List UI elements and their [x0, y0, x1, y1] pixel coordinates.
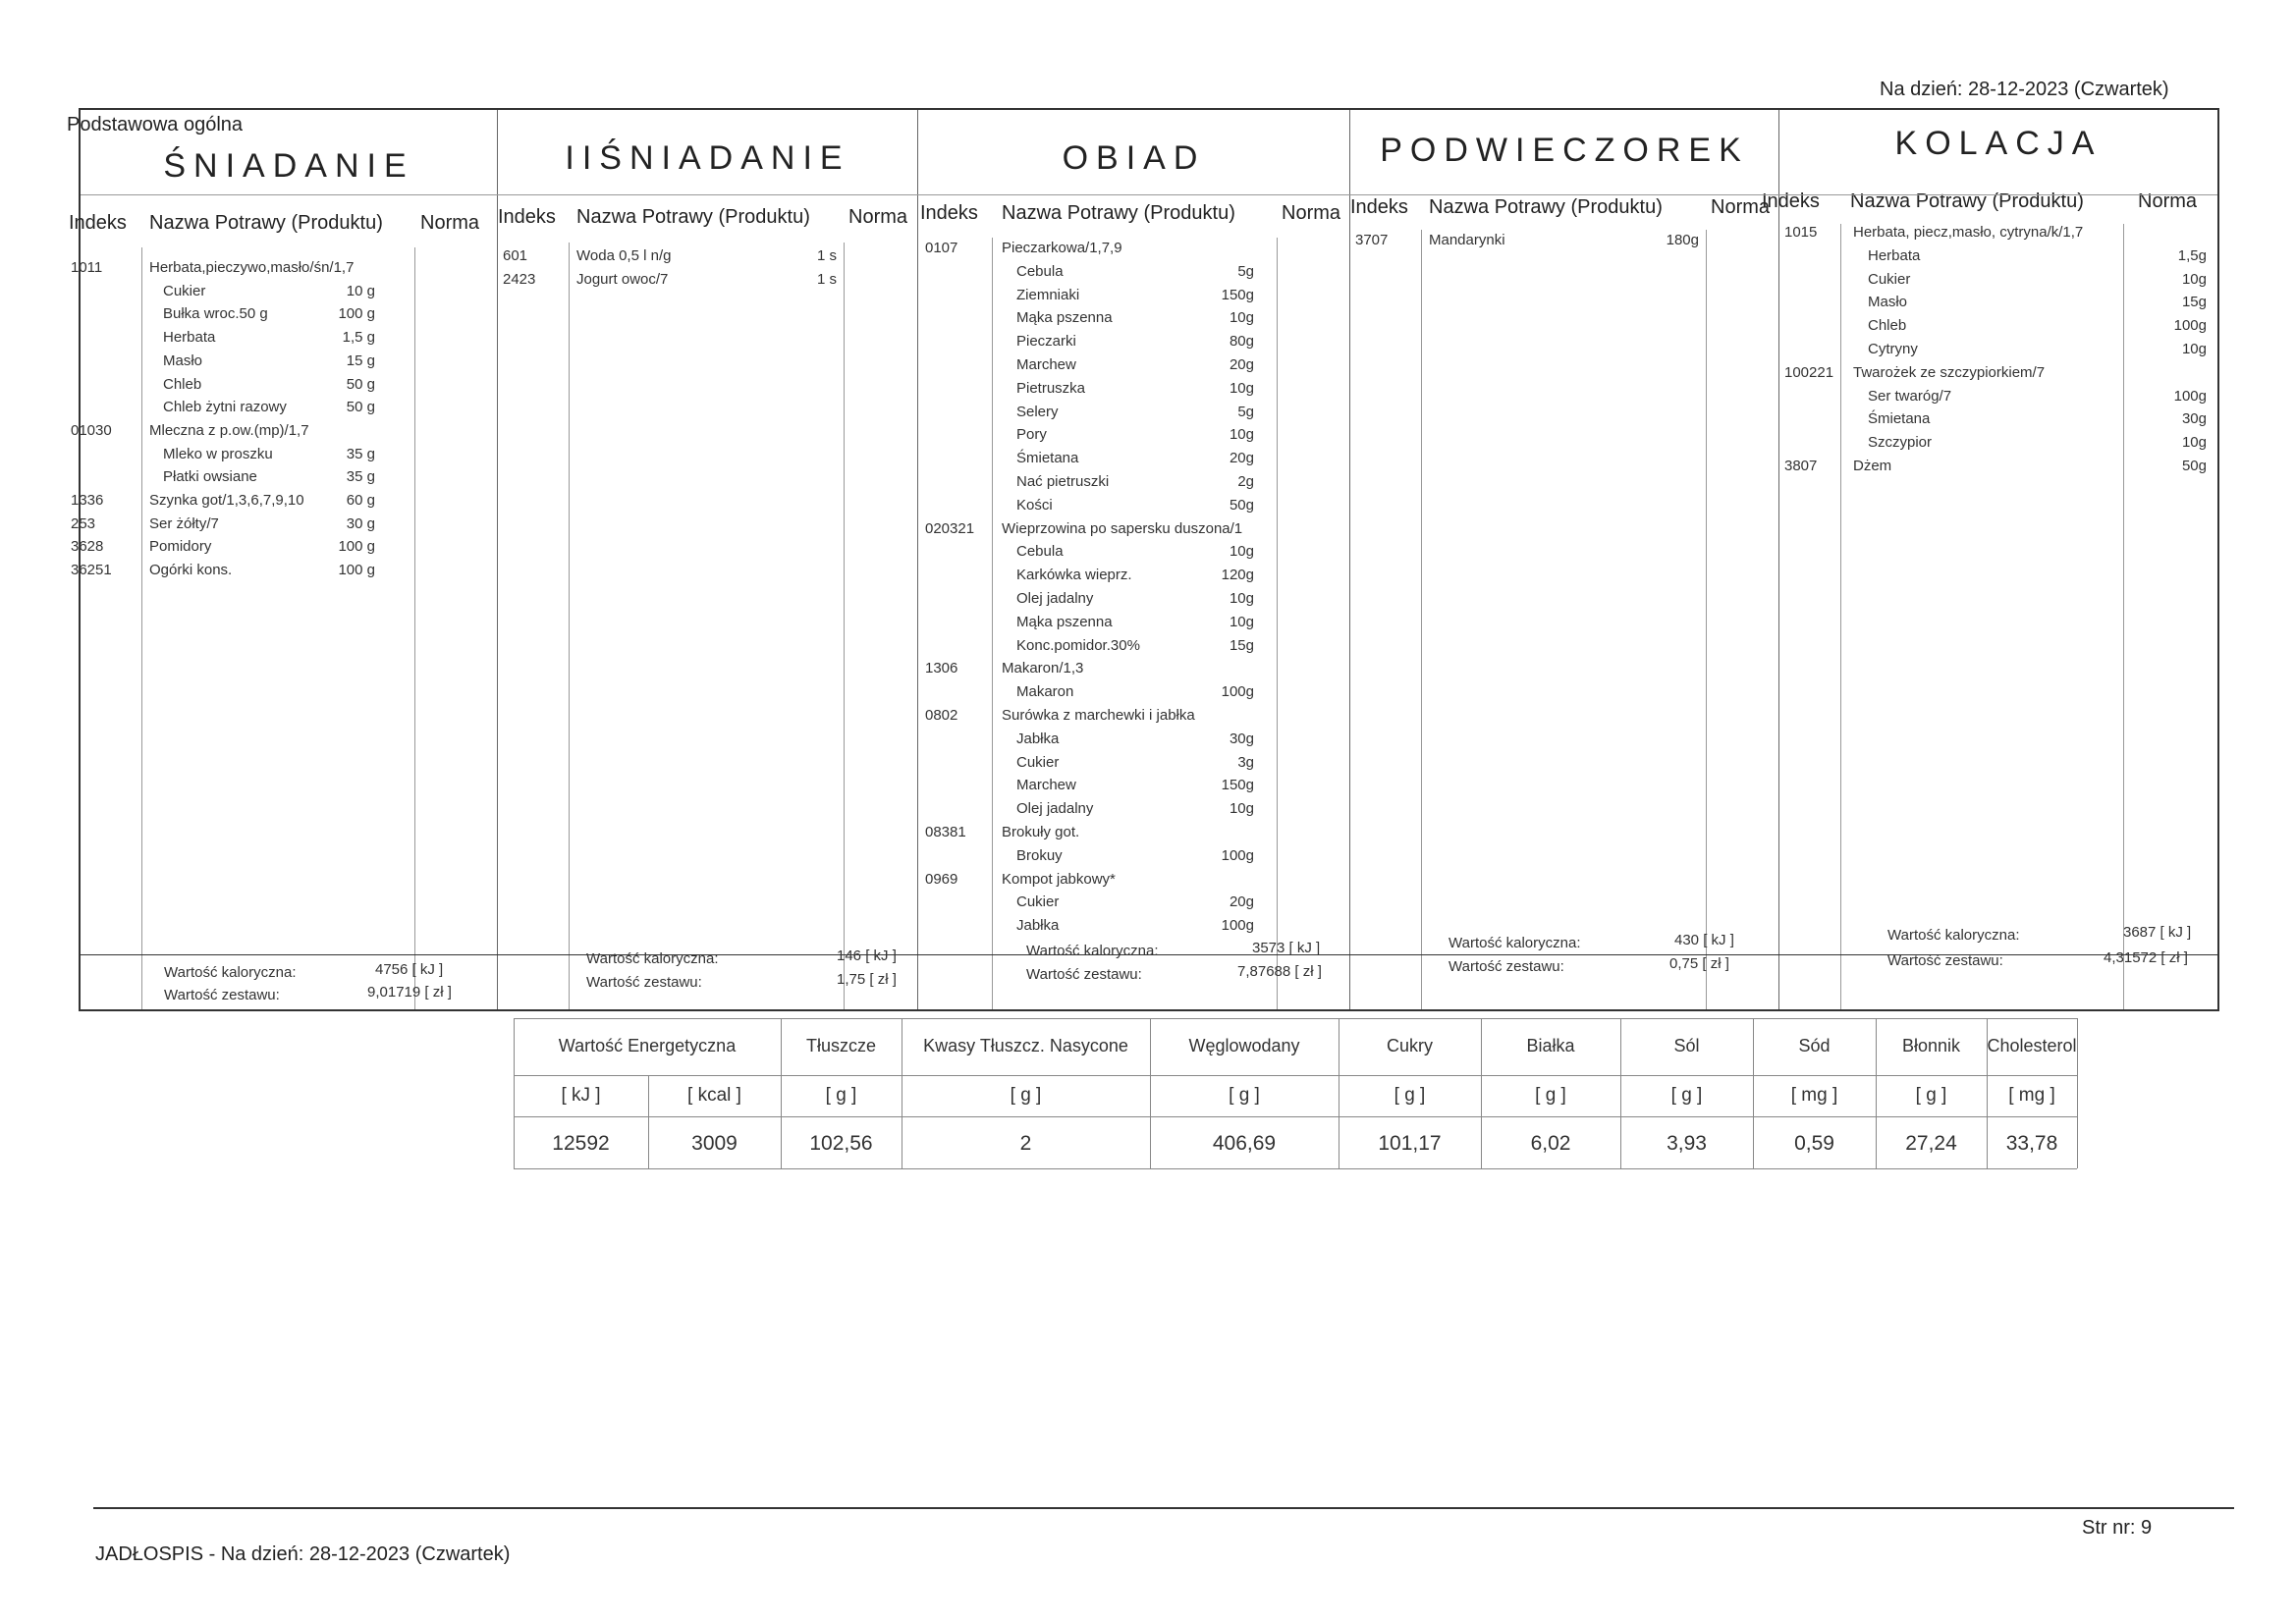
row-norma: 10g [1229, 590, 1254, 607]
row-product: Herbata [163, 329, 216, 347]
header-indeks: Indeks [498, 206, 556, 228]
row-norma: 30 g [346, 514, 375, 532]
header-norma: Norma [420, 212, 480, 234]
zestaw-value: 7,87688 [ zł ] [1237, 963, 1322, 980]
row-product: Masło [163, 352, 203, 369]
nutrition-unit: [ mg ] [1790, 1085, 1838, 1106]
header-nazwa: Nazwa Potrawy (Produktu) [576, 206, 810, 228]
row-index: 08381 [925, 824, 966, 840]
row-index: 3707 [1355, 232, 1389, 248]
row-norma: 15 g [346, 352, 375, 369]
row-product: Olej jadalny [1016, 590, 1094, 607]
nutrition-unit: [ kJ ] [561, 1085, 601, 1106]
row-norma: 100g [2173, 317, 2207, 335]
nutrition-unit: [ kcal ] [687, 1085, 741, 1106]
nutrition-value: 101,17 [1378, 1132, 1442, 1155]
zestaw-label: Wartość zestawu: [1026, 966, 1142, 983]
nutrition-value: 3,93 [1667, 1132, 1707, 1155]
nutrition-unit: [ g ] [1394, 1085, 1426, 1106]
row-product: Ser twaróg/7 [1868, 387, 1952, 405]
row-product: Kości [1016, 496, 1053, 514]
row-norma: 20g [1229, 893, 1254, 911]
meal-title: IIŚNIADANIE [565, 139, 850, 177]
row-product: Szczypior [1868, 434, 1933, 452]
header-nazwa: Nazwa Potrawy (Produktu) [1429, 196, 1663, 218]
row-norma: 100g [2173, 387, 2207, 405]
row-product: Herbata, piecz,masło, cytryna/k/1,7 [1853, 224, 2084, 241]
row-product: Ziemniaki [1016, 286, 1080, 303]
kcal-value: 4756 [ kJ ] [375, 961, 444, 978]
row-norma: 1 s [816, 247, 837, 264]
row-product: Brokuy [1016, 846, 1063, 864]
row-index: 100221 [1784, 363, 1834, 381]
row-norma: 5g [1237, 262, 1254, 280]
row-product: Chleb żytni razowy [163, 399, 287, 416]
row-norma: 100 g [338, 538, 375, 556]
row-norma: 80g [1229, 333, 1254, 351]
nutrition-unit: [ g ] [825, 1085, 857, 1106]
zestaw-value: 9,01719 [ zł ] [367, 984, 452, 1001]
nutrition-value: 3009 [691, 1132, 738, 1155]
row-product: Dżem [1853, 458, 1892, 474]
row-product: Mąka pszenna [1016, 309, 1113, 327]
header-nazwa: Nazwa Potrawy (Produktu) [149, 212, 383, 234]
row-product: Pieczarki [1016, 333, 1076, 351]
row-norma: 15g [2181, 294, 2207, 311]
row-product: Cebula [1016, 262, 1064, 280]
row-norma: 20g [1229, 356, 1254, 373]
row-product: Ser żółty/7 [149, 514, 219, 532]
row-index: 253 [71, 514, 96, 532]
meal-kolacja [1762, 110, 2217, 1009]
row-norma: 120g [1221, 567, 1254, 584]
row-product: Brokuły got. [1002, 824, 1080, 840]
row-norma: 150g [1221, 286, 1254, 303]
row-product: Ogórki kons. [149, 562, 233, 579]
row-norma: 50 g [346, 375, 375, 393]
row-product: Masło [1868, 294, 1908, 311]
row-norma: 10g [1229, 426, 1254, 444]
nutrition-unit: [ g ] [1670, 1085, 1703, 1106]
row-product: Chleb [1868, 317, 1907, 335]
row-norma: 35 g [346, 468, 375, 486]
row-index: 020321 [925, 519, 975, 537]
row-product: Śmietana [1016, 450, 1079, 467]
nutrition-header: Cukry [1386, 1036, 1433, 1055]
meal-iisniadanie [498, 110, 918, 1009]
meal-title: ŚNIADANIE [163, 147, 414, 185]
nutrition-value: 102,56 [809, 1132, 873, 1155]
row-product: Makaron/1,3 [1002, 660, 1084, 677]
row-norma: 150g [1221, 777, 1254, 794]
row-product: Pietruszka [1016, 379, 1086, 397]
nutrition-value: 2 [1019, 1132, 1032, 1155]
row-norma: 3g [1237, 753, 1254, 771]
row-product: Płatki owsiane [163, 468, 257, 486]
kcal-label: Wartość kaloryczna: [1887, 927, 2020, 944]
header-indeks: Indeks [69, 212, 127, 234]
meal-sniadanie [69, 110, 498, 1009]
row-product: Nać pietruszki [1016, 473, 1110, 490]
row-norma: 15g [1229, 636, 1254, 654]
nutrition-value: 0,59 [1794, 1132, 1834, 1155]
header-indeks: Indeks [1762, 190, 1820, 212]
row-norma: 10g [1229, 800, 1254, 818]
nutrition-header: Białka [1526, 1036, 1575, 1055]
row-norma: 30g [1229, 730, 1254, 747]
row-norma: 10 g [346, 282, 375, 299]
row-product: Makaron [1016, 683, 1074, 701]
row-norma: 1,5 g [342, 329, 375, 347]
row-norma: 10g [1229, 543, 1254, 561]
row-product: Jogurt owoc/7 [576, 270, 669, 288]
zestaw-value: 4,31572 [ zł ] [2104, 949, 2188, 966]
row-product: Pory [1016, 426, 1047, 444]
row-norma: 50g [1229, 496, 1254, 514]
zestaw-label: Wartość zestawu: [1449, 958, 1564, 975]
row-norma: 10g [2181, 341, 2207, 357]
row-index: 01030 [71, 421, 112, 439]
nutrition-value: 33,78 [2005, 1132, 2058, 1155]
kcal-value: 146 [ kJ ] [837, 947, 897, 964]
row-product: Cukier [1016, 893, 1060, 911]
row-product: Cukier [1016, 753, 1060, 771]
kcal-label: Wartość kaloryczna: [1449, 935, 1581, 951]
row-norma: 20g [1229, 450, 1254, 467]
zestaw-value: 1,75 [ zł ] [837, 971, 897, 988]
header-norma: Norma [1711, 196, 1771, 218]
row-norma: 100 g [338, 562, 375, 579]
row-index: 36251 [71, 562, 112, 579]
row-product: Karkówka wieprz. [1016, 567, 1132, 584]
row-norma: 60 g [346, 492, 375, 509]
nutrition-header: Sól [1673, 1036, 1700, 1055]
row-norma: 1 s [816, 270, 837, 288]
row-product: Surówka z marchewki i jabłka [1002, 707, 1195, 724]
row-product: Jabłka [1016, 730, 1060, 747]
meal-title: KOLACJA [1894, 125, 2103, 162]
page-number: Str nr: 9 [2082, 1517, 2153, 1539]
header-indeks: Indeks [1350, 196, 1408, 218]
row-product: Konc.pomidor.30% [1016, 636, 1140, 654]
row-index: 0107 [925, 240, 958, 256]
row-norma: 50 g [346, 399, 375, 416]
nutrition-unit: [ mg ] [2008, 1085, 2055, 1106]
row-product: Selery [1016, 403, 1059, 420]
nutrition-value: 6,02 [1530, 1132, 1571, 1155]
row-product: Mandarynki [1429, 232, 1505, 248]
row-product: Pieczarkowa/1,7,9 [1002, 240, 1122, 256]
meal-obiad [918, 110, 1350, 1009]
nutrition-header: Cholesterol [1987, 1036, 2077, 1055]
zestaw-value: 0,75 [ zł ] [1669, 955, 1729, 972]
row-product: Cukier [163, 282, 206, 299]
row-norma: 5g [1237, 403, 1254, 420]
nutrition-header: Błonnik [1901, 1036, 1961, 1055]
row-product: Chleb [163, 375, 202, 393]
row-product: Mąka pszenna [1016, 613, 1113, 630]
row-product: Kompot jabkowy* [1002, 870, 1116, 888]
header-norma: Norma [2138, 190, 2198, 212]
row-product: Bułka wroc.50 g [163, 305, 268, 323]
nutrition-value: 12592 [552, 1132, 610, 1155]
row-norma: 1,5g [2177, 246, 2207, 264]
report-date: Na dzień: 28-12-2023 (Czwartek) [1880, 79, 2169, 100]
kcal-value: 3573 [ kJ ] [1252, 940, 1321, 956]
row-index: 1336 [71, 492, 104, 509]
row-product: Wieprzowina po sapersku duszona/1 [1002, 519, 1243, 537]
row-index: 0969 [925, 870, 958, 888]
row-norma: 100g [1221, 683, 1254, 701]
row-norma: 10g [1229, 613, 1254, 630]
row-index: 2423 [503, 270, 536, 288]
zestaw-label: Wartość zestawu: [586, 974, 702, 991]
row-norma: 100g [1221, 846, 1254, 864]
nutrition-unit: [ g ] [1229, 1085, 1260, 1106]
nutrition-header: Wartość Energetyczna [558, 1036, 737, 1055]
row-norma: 100 g [338, 305, 375, 323]
menu-table [69, 108, 2219, 1011]
row-norma: 35 g [346, 445, 375, 462]
row-product: Woda 0,5 l n/g [576, 247, 672, 264]
row-product: Cebula [1016, 543, 1064, 561]
row-product: Herbata [1868, 246, 1921, 264]
row-norma: 10g [2181, 434, 2207, 452]
row-norma: 180g [1666, 232, 1699, 248]
meal-title: PODWIECZOREK [1380, 132, 1749, 169]
nutrition-unit: [ g ] [1915, 1085, 1947, 1106]
row-product: Twarożek ze szczypiorkiem/7 [1853, 363, 2046, 381]
kcal-label: Wartość kaloryczna: [1026, 943, 1159, 959]
row-norma: 10g [1229, 309, 1254, 327]
row-product: Mleczna z p.ow.(mp)/1,7 [149, 421, 309, 439]
header-norma: Norma [1282, 202, 1341, 224]
row-product: Szynka got/1,3,6,7,9,10 [149, 492, 304, 509]
row-product: Cytryny [1868, 341, 1918, 357]
kcal-value: 430 [ kJ ] [1674, 932, 1734, 948]
row-norma: 2g [1237, 473, 1254, 490]
kcal-value: 3687 [ kJ ] [2123, 924, 2192, 941]
nutrition-summary [514, 1006, 2077, 1171]
nutrition-header: Węglowodany [1188, 1036, 1300, 1055]
diet-name: Podstawowa ogólna [67, 114, 244, 135]
header-nazwa: Nazwa Potrawy (Produktu) [1850, 190, 2084, 212]
row-product: Pomidory [149, 538, 212, 556]
row-product: Jabłka [1016, 917, 1060, 935]
row-norma: 50g [2181, 458, 2207, 474]
nutrition-unit: [ g ] [1535, 1085, 1566, 1106]
row-index: 1306 [925, 660, 958, 677]
header-indeks: Indeks [920, 202, 978, 224]
zestaw-label: Wartość zestawu: [1887, 952, 2003, 969]
meal-podwieczorek [1350, 110, 1779, 1009]
kcal-label: Wartość kaloryczna: [164, 964, 297, 981]
row-norma: 10g [1229, 379, 1254, 397]
row-norma: 30g [2181, 410, 2207, 428]
row-norma: 10g [2181, 270, 2207, 288]
row-index: 3807 [1784, 458, 1818, 474]
row-product: Marchew [1016, 777, 1076, 794]
nutrition-header: Kwasy Tłuszcz. Nasycone [923, 1036, 1128, 1055]
row-index: 0802 [925, 707, 958, 724]
row-index: 601 [503, 247, 528, 264]
row-index: 3628 [71, 538, 104, 556]
zestaw-label: Wartość zestawu: [164, 987, 280, 1003]
header-nazwa: Nazwa Potrawy (Produktu) [1002, 202, 1235, 224]
row-norma: 100g [1221, 917, 1254, 935]
nutrition-header: Tłuszcze [805, 1036, 876, 1055]
nutrition-unit: [ g ] [1010, 1085, 1042, 1106]
row-product: Mleko w proszku [163, 445, 273, 462]
row-product: Marchew [1016, 356, 1076, 373]
nutrition-header: Sód [1798, 1036, 1831, 1055]
nutrition-value: 27,24 [1905, 1132, 1957, 1155]
row-index: 1015 [1784, 224, 1818, 241]
row-product: Herbata,pieczywo,masło/śn/1,7 [149, 259, 355, 276]
kcal-label: Wartość kaloryczna: [586, 950, 719, 967]
footer-title: JADŁOSPIS - Na dzień: 28-12-2023 (Czwartek) [95, 1543, 511, 1565]
nutrition-value: 406,69 [1212, 1132, 1277, 1155]
row-product: Cukier [1868, 270, 1911, 288]
meal-title: OBIAD [1062, 139, 1206, 177]
row-product: Olej jadalny [1016, 800, 1094, 818]
row-product: Śmietana [1868, 410, 1931, 428]
row-index: 1011 [71, 259, 103, 276]
header-norma: Norma [848, 206, 908, 228]
